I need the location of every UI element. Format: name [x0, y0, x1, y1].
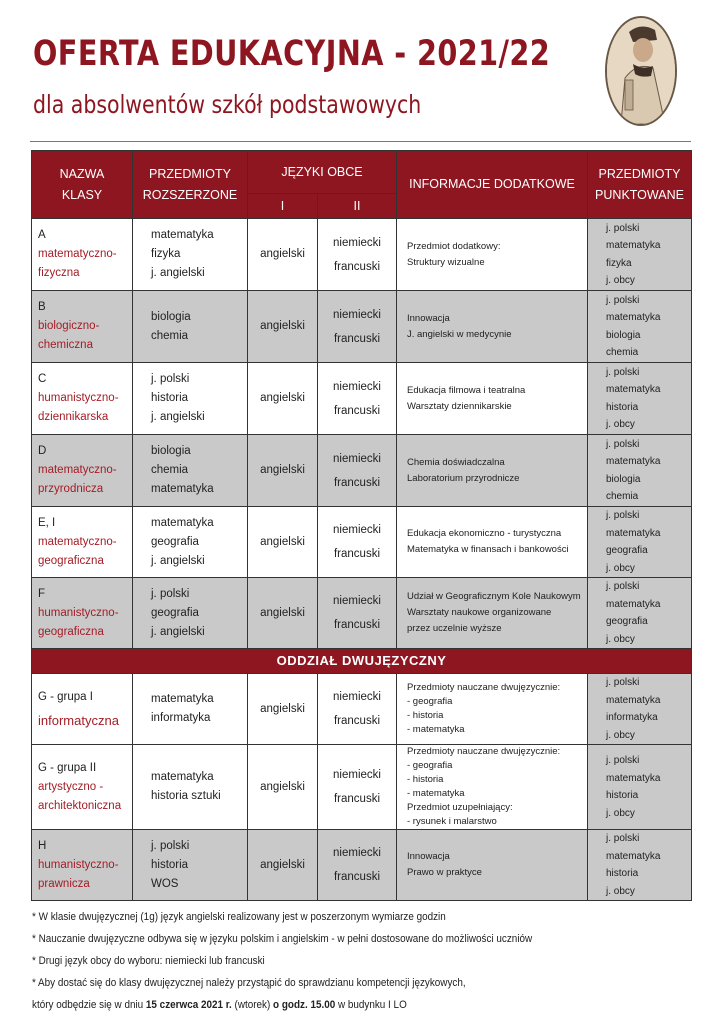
class-profile: chemiczna — [38, 339, 93, 351]
language-option: niemiecki — [333, 308, 381, 321]
additional-info-cell — [397, 507, 588, 578]
extended-subjects-cell — [133, 291, 248, 363]
info-line: Przedmiot uzupełniający: — [407, 802, 513, 813]
scored-subject: geografia — [606, 616, 648, 627]
language-1-cell: angielski — [248, 291, 318, 363]
header-languages: JĘZYKI OBCE — [248, 151, 397, 194]
subject: geografia — [151, 535, 199, 548]
info-line: Struktury wizualne — [407, 256, 485, 268]
exam-time: o godz. 15.00 — [273, 999, 336, 1011]
subject: chemia — [151, 464, 189, 476]
scored-subject: matematyka — [606, 312, 661, 323]
language-option: niemiecki — [333, 380, 381, 393]
class-profile: biologiczno- — [38, 320, 100, 332]
language-2-cell — [318, 219, 397, 291]
header-extended-subjects: PRZEDMIOTY ROZSZERZONE — [133, 151, 248, 219]
info-line: - geografia — [407, 696, 453, 707]
scored-subject: matematyka — [606, 456, 661, 467]
header-language-2: II — [318, 194, 397, 219]
class-profile: humanistyczno- — [38, 392, 119, 404]
class-profile: matematyczno- — [38, 464, 117, 476]
footnotes — [32, 906, 588, 1016]
info-line: Innowacja — [407, 312, 450, 324]
language-option: francuski — [333, 548, 381, 560]
scored-subject: geografia — [606, 545, 648, 556]
info-line: Innowacja — [407, 851, 450, 862]
additional-info-cell — [397, 291, 588, 363]
exam-date: 15 czerwca 2021 r. — [145, 999, 232, 1011]
language-1-cell: angielski — [248, 830, 318, 901]
class-letter: D — [38, 445, 47, 457]
extended-subjects-cell — [133, 830, 248, 901]
language-option: niemiecki — [333, 769, 381, 781]
subject: j. angielski — [151, 625, 205, 638]
subject: matematyka — [151, 516, 214, 529]
class-profile: informatyczna — [38, 713, 119, 728]
info-line: Chemia doświadczalna — [407, 456, 505, 468]
info-line: - geografia — [407, 760, 453, 771]
scored-subjects-cell — [588, 219, 692, 291]
class-letter: F — [38, 587, 46, 600]
scored-subject: j. polski — [606, 833, 640, 844]
scored-subject: chemia — [606, 491, 639, 502]
scored-subjects-cell — [588, 507, 692, 578]
education-offer-table — [31, 150, 692, 901]
extended-subjects-cell — [133, 363, 248, 435]
scored-subject: matematyka — [606, 527, 661, 539]
language-option: niemiecki — [333, 236, 381, 249]
info-line: Przedmioty nauczane dwujęzycznie: — [407, 682, 561, 693]
scored-subjects-cell — [588, 674, 692, 745]
scored-subject: j. obcy — [606, 419, 635, 430]
subject: matematyka — [151, 693, 214, 705]
additional-info-cell — [397, 578, 588, 649]
page-subtitle: dla absolwentów szkół podstawowych — [33, 90, 422, 119]
table-row — [32, 674, 692, 745]
class-letter: A — [38, 229, 46, 241]
class-profile: geograficzna — [38, 554, 104, 567]
subject: j. angielski — [151, 267, 205, 279]
scored-subject: historia — [606, 868, 639, 879]
scored-subjects-cell — [588, 435, 692, 507]
class-name-cell — [32, 435, 133, 507]
class-name-cell — [32, 745, 133, 830]
subject: j. polski — [151, 839, 190, 852]
subject: j. polski — [151, 587, 190, 600]
scored-subject: matematyka — [606, 598, 661, 610]
scored-subject: j. polski — [606, 294, 640, 306]
class-name-cell — [32, 219, 133, 291]
language-option: francuski — [333, 619, 381, 631]
class-profile: architektoniczna — [38, 799, 122, 812]
info-line: - historia — [407, 774, 444, 785]
class-profile: artystyczno - — [38, 780, 104, 793]
language-option: francuski — [333, 715, 381, 727]
class-name-cell — [32, 363, 133, 435]
subject: j. angielski — [151, 554, 205, 567]
header-class-name: NAZWA KLASY — [32, 151, 133, 219]
language-2-cell — [318, 291, 397, 363]
additional-info-cell — [397, 435, 588, 507]
language-option: niemiecki — [333, 595, 381, 607]
info-line: - historia — [407, 710, 444, 721]
scored-subjects-cell — [588, 578, 692, 649]
page-title: OFERTA EDUKACYJNA - 2021/22 — [33, 34, 551, 74]
header-additional-info: INFORMACJE DODATKOWE — [397, 151, 588, 219]
table-row — [32, 578, 692, 649]
subject: historia sztuki — [151, 790, 221, 802]
scored-subject: j. obcy — [606, 729, 635, 741]
language-1-cell: angielski — [248, 435, 318, 507]
info-line: Prawo w praktyce — [407, 867, 482, 878]
class-letter: E, I — [38, 516, 56, 529]
extended-subjects-cell — [133, 219, 248, 291]
class-profile: humanistyczno- — [38, 858, 119, 871]
scored-subject: matematyka — [606, 850, 661, 862]
info-line: Matematyka w finansach i bankowości — [407, 544, 569, 555]
info-line: Edukacja ekonomiczno - turystyczna — [407, 528, 562, 539]
class-letter: G - grupa I — [38, 691, 93, 703]
language-1-cell: angielski — [248, 674, 318, 745]
scored-subject: j. polski — [606, 677, 640, 688]
language-option: francuski — [333, 476, 381, 489]
footnote: * W klasie dwujęzycznej (1g) język angielski realizowany jest w poszerzonym wymiarze godzin — [32, 911, 446, 923]
footnote: który odbędzie się w dniu 15 czerwca 2021 r. (wtorek) o godz. 15.00 w budynku I LO — [32, 999, 407, 1011]
scored-subjects-cell — [588, 830, 692, 901]
scored-subject: j. obcy — [606, 275, 635, 286]
scored-subject: historia — [606, 790, 639, 801]
scored-subject: j. polski — [606, 755, 640, 766]
class-profile: przyrodnicza — [38, 483, 104, 495]
info-line: J. angielski w medycynie — [407, 328, 512, 340]
table-row — [32, 830, 692, 901]
scored-subjects-cell — [588, 745, 692, 830]
language-2-cell — [318, 674, 397, 745]
info-line: Warsztaty dziennikarskie — [407, 400, 512, 412]
language-option: francuski — [333, 871, 381, 883]
info-line: - matematyka — [407, 788, 465, 799]
additional-info-cell — [397, 363, 588, 435]
language-2-cell — [318, 830, 397, 901]
info-line: Laboratorium przyrodnicze — [407, 472, 520, 484]
class-profile: humanistyczno- — [38, 606, 119, 619]
language-1-cell: angielski — [248, 219, 318, 291]
footnote: * Nauczanie dwujęzyczne odbywa się w języku polskim i angielskim - w pełni dostosowane do możliwości uczniów — [32, 933, 533, 945]
info-line: Edukacja filmowa i teatralna — [407, 384, 526, 396]
table-row — [32, 745, 692, 830]
additional-info-cell — [397, 745, 588, 830]
language-option: niemiecki — [333, 524, 381, 536]
language-option: francuski — [333, 404, 381, 417]
scored-subject: j. obcy — [606, 807, 635, 819]
scored-subject: matematyka — [606, 384, 661, 395]
language-1-cell: angielski — [248, 507, 318, 578]
language-option: niemiecki — [333, 847, 381, 859]
language-2-cell — [318, 578, 397, 649]
subject: biologia — [151, 445, 191, 457]
language-2-cell — [318, 507, 397, 578]
subject: chemia — [151, 329, 189, 342]
scored-subjects-cell — [588, 291, 692, 363]
table-row — [32, 291, 692, 363]
additional-info-cell — [397, 830, 588, 901]
subject: matematyka — [151, 229, 214, 241]
info-line: Udział w Geograficznym Kole Naukowym — [407, 591, 581, 602]
subject: informatyka — [151, 712, 211, 724]
header-scored-subjects: PRZEDMIOTY PUNKTOWANE — [588, 151, 692, 219]
table-row — [32, 363, 692, 435]
extended-subjects-cell — [133, 435, 248, 507]
scored-subject: j. obcy — [606, 562, 635, 574]
scored-subject: chemia — [606, 347, 639, 358]
header-divider — [30, 141, 691, 142]
scored-subject: informatyka — [606, 712, 658, 723]
scored-subject: j. polski — [606, 581, 640, 592]
info-line: przez uczelnie wyższe — [407, 623, 502, 634]
language-1-cell: angielski — [248, 745, 318, 830]
class-name-cell — [32, 830, 133, 901]
subject: historia — [151, 392, 189, 404]
info-line: Warsztaty naukowe organizowane — [407, 607, 552, 618]
scored-subject: historia — [606, 401, 639, 413]
scored-subject: j. obcy — [606, 885, 635, 897]
scored-subject: matematyka — [606, 694, 661, 706]
scored-subject: j. obcy — [606, 633, 635, 645]
class-profile: fizyczna — [38, 267, 80, 279]
class-profile: prawnicza — [38, 877, 90, 890]
bilingual-section-title: ODDZIAŁ DWUJĘZYCZNY — [32, 649, 692, 674]
table-row — [32, 435, 692, 507]
subject: matematyka — [151, 483, 214, 495]
scored-subject: j. polski — [606, 366, 640, 378]
footnote: * Aby dostać się do klasy dwujęzycznej należy przystąpić do sprawdzianu kompetencji językowych, — [32, 977, 466, 989]
info-line: - rysunek i malarstwo — [407, 816, 497, 827]
language-2-cell — [318, 745, 397, 830]
subject: j. angielski — [151, 411, 205, 423]
info-line: Przedmiot dodatkowy: — [407, 240, 501, 252]
scored-subject: matematyka — [606, 240, 661, 251]
language-1-cell: angielski — [248, 578, 318, 649]
class-profile: matematyczno- — [38, 248, 117, 260]
class-letter: H — [38, 839, 47, 852]
class-profile: geograficzna — [38, 625, 104, 638]
class-profile: matematyczno- — [38, 535, 117, 548]
scored-subject: fizyka — [606, 257, 632, 269]
patron-portrait-icon — [605, 16, 677, 126]
class-letter: B — [38, 301, 46, 313]
extended-subjects-cell — [133, 674, 248, 745]
language-option: francuski — [333, 793, 381, 805]
language-2-cell — [318, 363, 397, 435]
class-profile: dziennikarska — [38, 411, 109, 423]
language-option: niemiecki — [333, 452, 381, 465]
scored-subjects-cell — [588, 363, 692, 435]
table-row — [32, 219, 692, 291]
subject: historia — [151, 858, 189, 871]
language-1-cell: angielski — [248, 363, 318, 435]
language-option: francuski — [333, 260, 381, 273]
info-line: Przedmioty nauczane dwujęzycznie: — [407, 746, 561, 757]
header-language-1: I — [248, 194, 318, 219]
subject: biologia — [151, 310, 191, 323]
extended-subjects-cell — [133, 578, 248, 649]
subject: fizyka — [151, 248, 181, 260]
scored-subject: j. polski — [606, 510, 640, 521]
class-letter: G - grupa II — [38, 761, 97, 774]
extended-subjects-cell — [133, 507, 248, 578]
scored-subject: j. polski — [606, 222, 640, 234]
class-name-cell — [32, 578, 133, 649]
info-line: - matematyka — [407, 724, 465, 735]
class-letter: C — [38, 373, 47, 385]
footnote: * Drugi język obcy do wyboru: niemiecki lub francuski — [32, 955, 265, 967]
language-option: francuski — [333, 332, 381, 345]
subject: WOS — [151, 877, 179, 890]
language-2-cell — [318, 435, 397, 507]
class-name-cell — [32, 291, 133, 363]
class-name-cell — [32, 507, 133, 578]
bilingual-section-band — [32, 649, 692, 674]
table-row — [32, 507, 692, 578]
subject: matematyka — [151, 771, 214, 783]
language-option: niemiecki — [333, 691, 381, 703]
scored-subject: matematyka — [606, 772, 661, 784]
additional-info-cell — [397, 674, 588, 745]
subject: j. polski — [151, 373, 190, 385]
scored-subject: j. polski — [606, 438, 640, 450]
scored-subject: biologia — [606, 329, 641, 341]
class-name-cell — [32, 674, 133, 745]
subject: geografia — [151, 606, 199, 619]
additional-info-cell — [397, 219, 588, 291]
scored-subject: biologia — [606, 473, 641, 485]
extended-subjects-cell — [133, 745, 248, 830]
